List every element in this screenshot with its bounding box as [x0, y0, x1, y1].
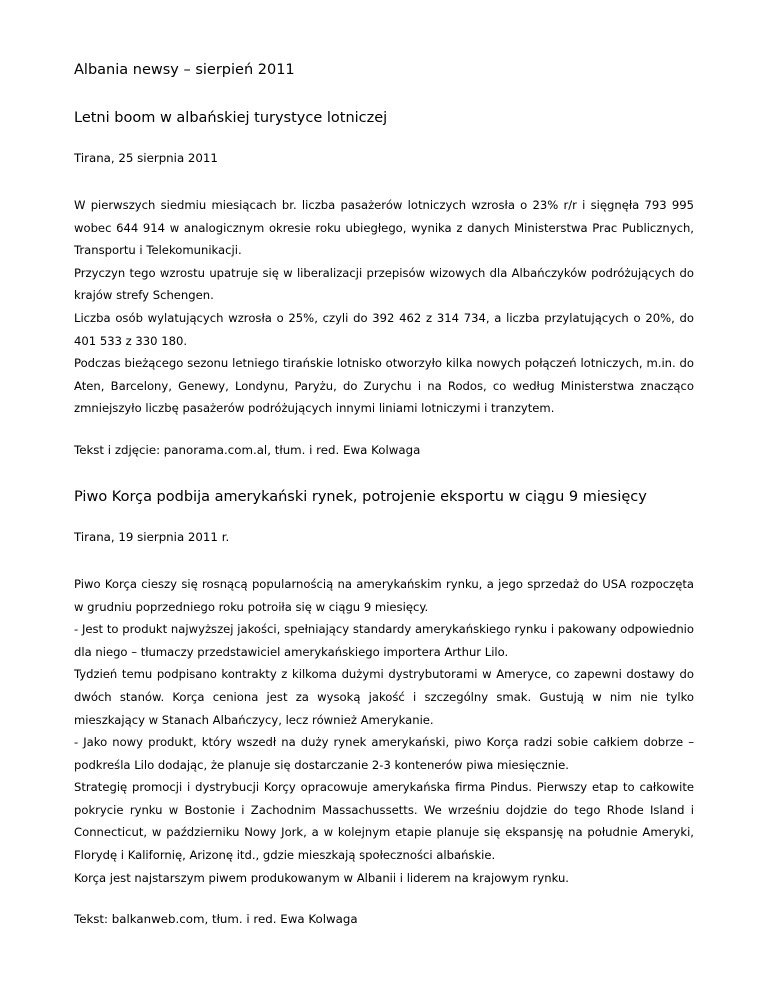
article-korca-beer	[74, 487, 694, 927]
article-paragraph: Strategię promocji i dystrybucji Korçy opracowuje amerykańska firma Pindus. Pierwszy etap to całkowite pokrycie rynku w Bostonie i Zachodnim Massachussetts. We wrześniu dojdzie do tego Rhode Island i Connecticut, w październiku Nowy Jork, a w kolejnym etapie planuje się ekspansję na południe Ameryki, Florydę i Kalifornię, Arizonę itd., gdzie mieszkają społeczności albańskie.	[74, 780, 694, 863]
article-paragraph: W pierwszych siedmiu miesiącach br. liczba pasażerów lotniczych wzrosła o 23% r/r i sięgnęła 793 995 wobec 644 914 w analogicznym okresie roku ubiegłego, wynika z danych Ministerstwa Prac Publicznych, Transportu i Telekomunikacji.	[74, 198, 694, 258]
article-headline: Letni boom w albańskiej turystyce lotniczej	[74, 110, 388, 126]
article-dateline: Tirana, 25 sierpnia 2011	[74, 151, 218, 165]
article-air-tourism	[74, 108, 694, 458]
article-paragraph: Tydzień temu podpisano kontrakty z kilkoma dużymi dystrybutorami w Ameryce, co zapewni dostawy do dwóch stanów. Korça ceniona jest za wysoką jakość i szczególny smak. Gustują w nim nie tylko mieszkający w Stanach Albańczycy, lecz również Amerykanie.	[74, 667, 694, 727]
article-credit: Tekst i zdjęcie: panorama.com.al, tłum. i red. Ewa Kolwaga	[74, 442, 421, 457]
article-dateline: Tirana, 19 sierpnia 2011 r.	[74, 529, 230, 544]
article-paragraph: Piwo Korça cieszy się rosnącą popularnością na amerykańskim rynku, a jego sprzedaż do USA rozpoczęta w grudniu poprzedniego roku potroiła się w ciągu 9 miesięcy.	[74, 576, 694, 614]
article-headline: Piwo Korça podbija amerykański rynek, potrojenie eksportu w ciągu 9 miesięcy	[74, 488, 647, 505]
article-paragraph: - Jest to produkt najwyższej jakości, spełniający standardy amerykańskiego rynku i pakowany odpowiednio dla niego – tłumaczy przedstawiciel amerykańskiego importera Arthur Lilo.	[74, 622, 694, 659]
document-page	[74, 60, 694, 927]
document-title: Albania newsy – sierpień 2011	[74, 62, 295, 78]
article-credit: Tekst: balkanweb.com, tłum. i red. Ewa Kolwaga	[74, 912, 358, 927]
article-paragraph: Korça jest najstarszym piwem produkowanym w Albanii i liderem na krajowym rynku.	[74, 870, 569, 885]
article-paragraph: - Jako nowy produkt, który wszedł na duży rynek amerykański, piwo Korça radzi sobie całkiem dobrze – podkreśla Lilo dodając, że planuje się dostarczanie 2-3 kontenerów piwa miesięcznie.	[74, 735, 694, 772]
article-paragraph: Przyczyn tego wzrostu upatruje się w liberalizacji przepisów wizowych dla Albańczyków podróżujących do krajów strefy Schengen.	[74, 265, 694, 303]
article-paragraph: Liczba osób wylatujących wzrosła o 25%, czyli do 392 462 z 314 734, a liczba przylatujących o 20%, do 401 533 z 330 180.	[74, 310, 694, 348]
article-paragraph: Podczas bieżącego sezonu letniego tirańskie lotnisko otworzyło kilka nowych połączeń lotniczych, m.in. do Aten, Barcelony, Genewy, Londynu, Paryżu, do Zurychu i na Rodos, co według Ministerstwa znacząco zmniejszyło liczbę pasażerów podróżujących innymi liniami lotniczymi i tranzytem.	[74, 356, 694, 416]
